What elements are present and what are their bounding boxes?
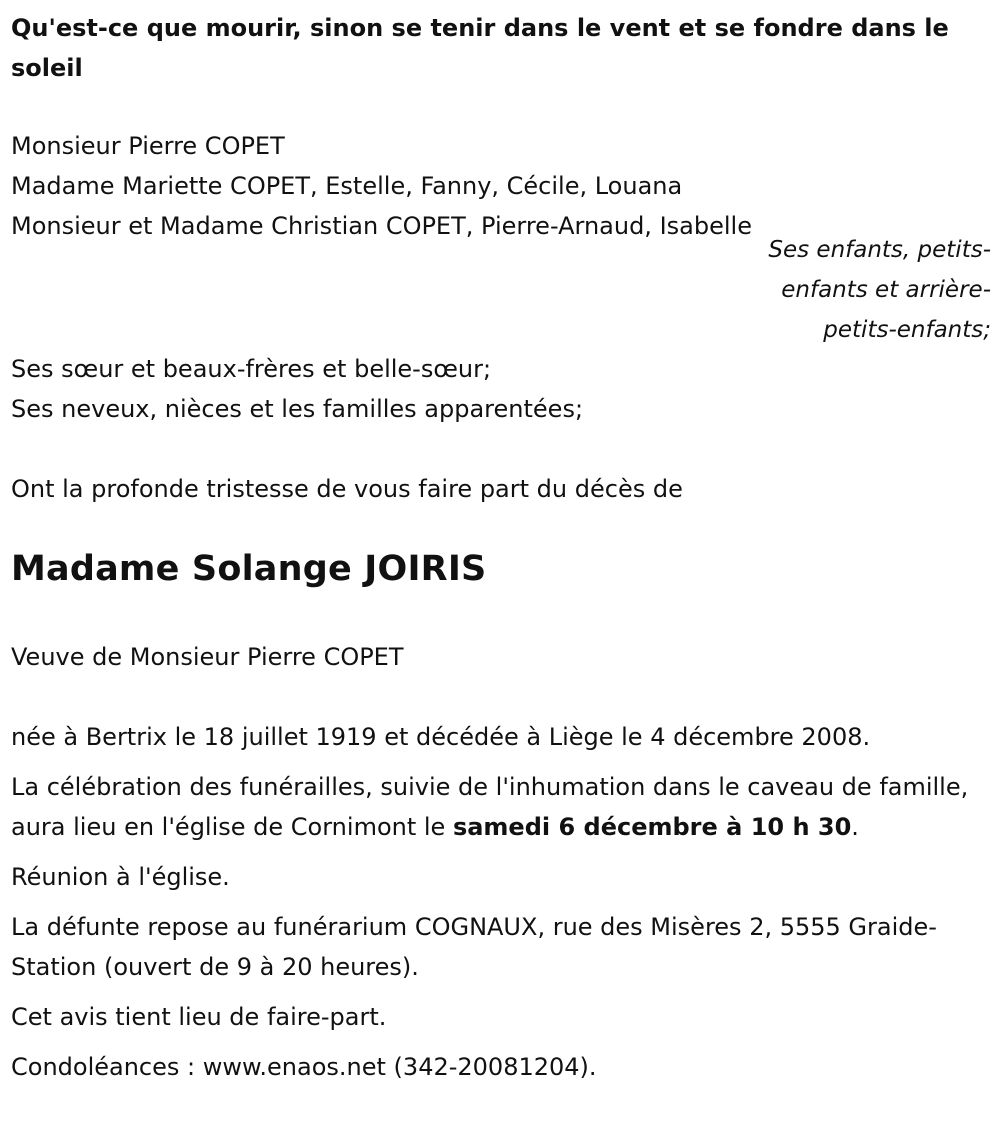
opening-quote: Qu'est-ce que mourir, sinon se tenir dans le vent et se fondre dans le soleil <box>11 14 949 82</box>
funeral-date-time: samedi 6 décembre à 10 h 30 <box>452 813 852 841</box>
relative-line: Ses sœur et beaux-frères et belle-sœur; <box>11 355 492 383</box>
family-relationship-note: Ses enfants, petits-enfants et arrière-petits-enfants; <box>768 237 991 343</box>
announcement-text: Ont la profonde tristesse de vous faire part du décès de <box>11 475 683 503</box>
deceased-name: Madame Solange JOIRIS <box>11 549 487 589</box>
relative-line: Ses neveux, nièces et les familles apparentées; <box>11 395 584 423</box>
family-name-line: Monsieur Pierre COPET <box>11 132 285 160</box>
funeral-details <box>11 717 981 1097</box>
family-name-line: Monsieur et Madame Christian COPET, Pierre-Arnaud, Isabelle <box>11 212 752 240</box>
birth-death-text: née à Bertrix le 18 juillet 1919 et décédée à Liège le 4 décembre 2008. <box>11 723 871 751</box>
condolences-text: Condoléances : www.enaos.net (342-20081204). <box>11 1053 597 1081</box>
notice-text: Cet avis tient lieu de faire-part. <box>11 1003 387 1031</box>
funeral-service-text <box>11 767 981 847</box>
meeting-text: Réunion à l'église. <box>11 863 230 891</box>
funeral-service-suffix: . <box>851 813 859 841</box>
funeral-service-prefix: La célébration des funérailles, suivie de l'inhumation dans le caveau de famille, aura lieu en l'église de Cornimont le <box>11 773 969 841</box>
relatives-list <box>11 349 583 429</box>
family-names <box>11 126 752 246</box>
family-name-line: Madame Mariette COPET, Estelle, Fanny, Cécile, Louana <box>11 172 683 200</box>
widow-of-text: Veuve de Monsieur Pierre COPET <box>11 643 404 671</box>
repose-text: La défunte repose au funérarium COGNAUX, rue des Misères 2, 5555 Graide-Station (ouvert de 9 à 20 heures). <box>11 913 937 981</box>
